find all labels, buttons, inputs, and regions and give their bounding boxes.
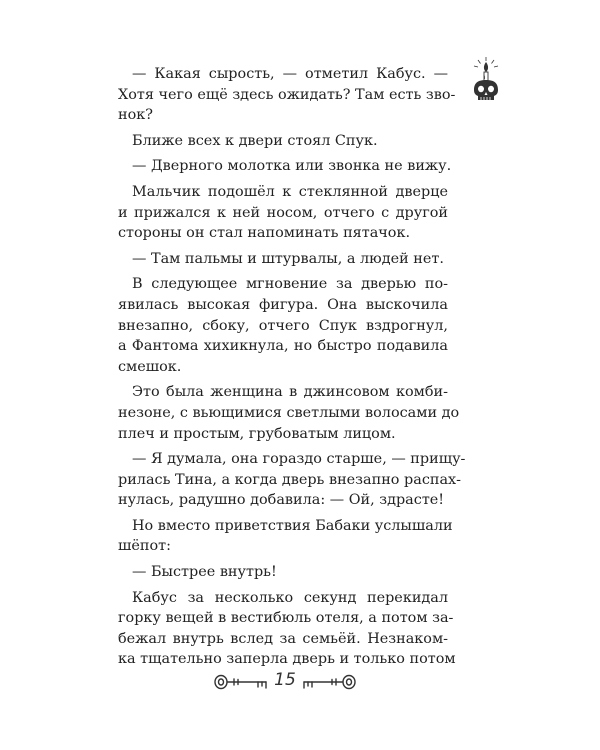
text-line: В следующее мгновение за дверью по- [132, 276, 448, 293]
paragraph [118, 156, 452, 177]
paragraph [118, 516, 453, 557]
page-footer [0, 666, 600, 696]
text-line: — Какая сырость, — отметил Кабус. — [132, 66, 448, 82]
body-text [118, 64, 466, 670]
text-line: — Я думала, она гораздо старше, — прищу- [132, 451, 466, 468]
paragraph [118, 588, 456, 670]
text-line: нулась, радушно добавила: — Ой, здрасте! [118, 492, 445, 509]
text-line: Кабус за несколько секунд перекидал [132, 589, 448, 606]
text-line: стороны он стал напоминать пятачок. [118, 225, 411, 242]
text-line: нок? [118, 107, 153, 124]
paragraph [118, 274, 448, 377]
text-line: горку вещей в вестибюль отеля, а потом за- [118, 610, 454, 627]
text-line: плеч и простым, грубоватым лицом. [118, 425, 396, 442]
text-line: явилась высокая фигура. Она выскочила [118, 296, 448, 313]
text-line: незоне, с вьющимися светлыми волосами до [118, 404, 460, 421]
text-line: смешок. [118, 358, 182, 375]
text-line: рилась Тина, а когда дверь внезапно распах- [118, 471, 462, 488]
text-line: и прижался к ней носом, отчего с другой [118, 204, 448, 221]
text-line: бежал внутрь вслед за семьёй. Незнаком- [118, 630, 448, 647]
text-line: внезапно, сбоку, отчего Спук вздрогнул, [118, 317, 448, 334]
paragraph [118, 249, 448, 270]
text-line: Ближе всех к двери стоял Спук. [132, 132, 378, 149]
text-line: — Быстрее внутрь! [132, 564, 277, 581]
text-line: а Фантома хихикнула, но быстро подавила [118, 338, 448, 355]
text-line: Мальчик подошёл к стеклянной дверце [132, 183, 448, 200]
paragraph [118, 131, 448, 152]
paragraph [118, 382, 460, 444]
paragraph [118, 562, 448, 583]
key-right-icon [300, 672, 358, 692]
key-left-icon [212, 672, 270, 692]
paragraph [118, 182, 448, 244]
text-line: ка тщательно заперла дверь и только потом [118, 651, 456, 668]
text-line: шёпот: [118, 538, 171, 555]
paragraph [118, 449, 466, 511]
text-line: Но вместо приветствия Бабаки услышали [132, 517, 453, 534]
text-line: Хотя чего ещё здесь ожидать? Там есть зво- [118, 86, 456, 103]
text-line: Это была женщина в джинсовом комби- [132, 384, 448, 401]
page-number: 15 [274, 670, 296, 690]
text-line: — Там пальмы и штурвалы, а людей нет. [132, 250, 444, 267]
paragraph [118, 64, 456, 126]
skull-candle-icon [468, 56, 504, 102]
text-line: — Дверного молотка или звонка не вижу. [132, 158, 452, 175]
